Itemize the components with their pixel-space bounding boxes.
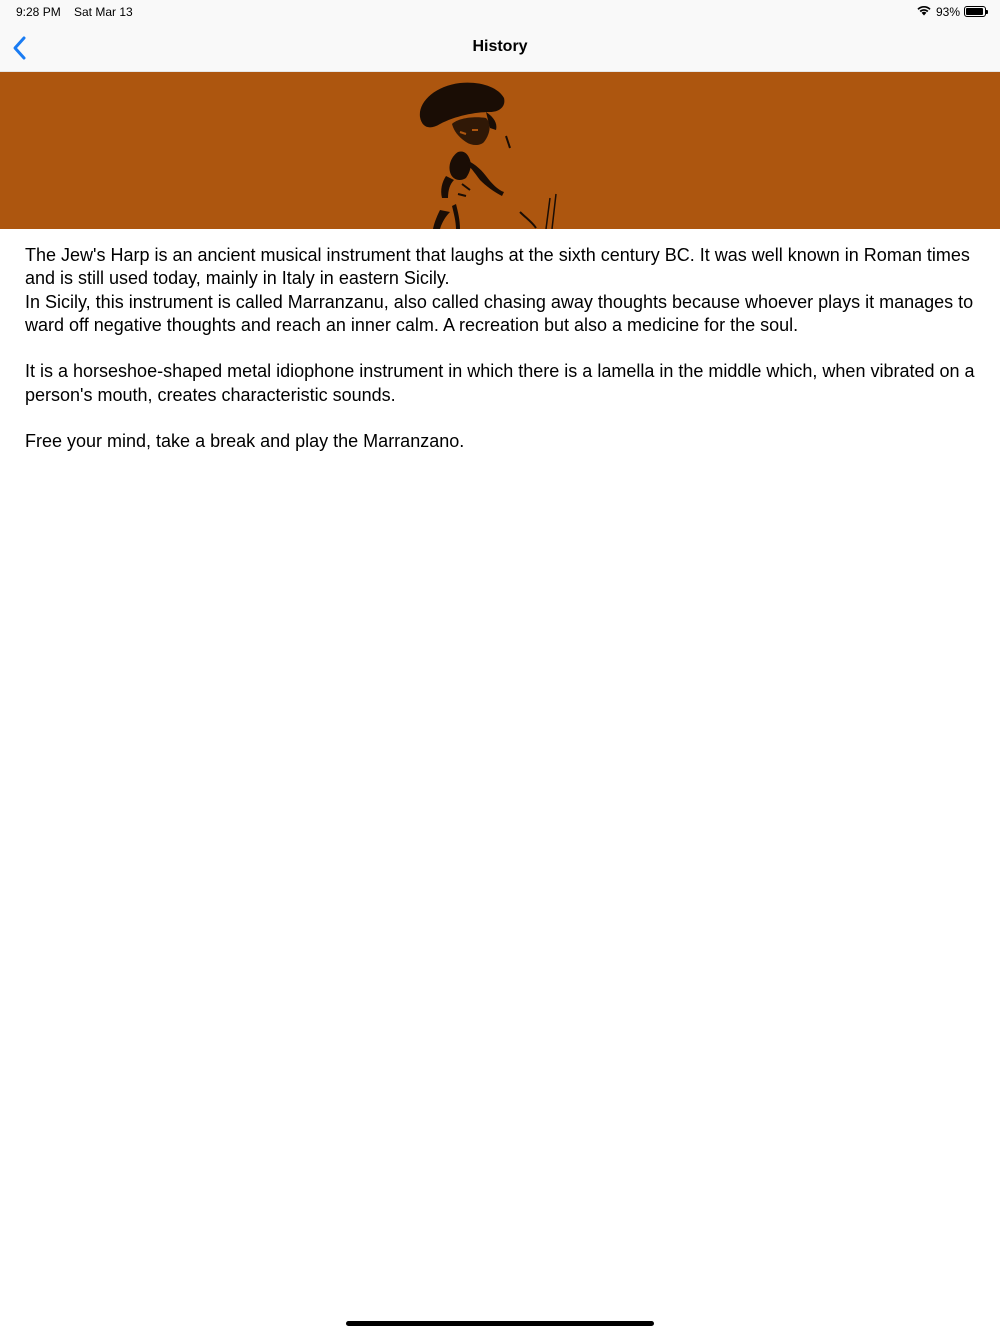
paragraph-3: Free your mind, take a break and play the Marranzano. — [25, 431, 465, 452]
page-title: History — [472, 38, 528, 55]
wifi-icon — [916, 4, 932, 19]
paragraph-spacer — [25, 337, 975, 360]
status-time: 9:28 PM — [16, 5, 61, 19]
man-playing-jews-harp-illustration — [400, 72, 570, 229]
battery-percent: 93% — [935, 4, 960, 19]
battery-icon — [964, 6, 986, 17]
status-bar — [0, 0, 1000, 24]
battery-level — [966, 8, 983, 15]
navigation-bar — [0, 24, 1000, 72]
status-date: Sat Mar 13 — [74, 5, 133, 19]
paragraph-1-line-1: The Jew's Harp is an ancient musical instrument that laughs at the sixth century BC. It was well known in Roman times and is still used today, mainly in Italy in eastern Sicily. — [25, 245, 970, 289]
paragraph-spacer — [25, 407, 975, 430]
status-indicators — [916, 4, 986, 19]
home-indicator[interactable] — [346, 1321, 654, 1326]
battery-cap — [986, 10, 988, 14]
paragraph-2: It is a horseshoe-shaped metal idiophone instrument in which there is a lamella in the middle which, when vibrated on a person's mouth, creates characteristic sounds. — [25, 361, 975, 405]
history-text — [25, 244, 975, 454]
header-banner — [0, 72, 1000, 229]
paragraph-1-line-2: In Sicily, this instrument is called Marranzanu, also called chasing away thoughts because whoever plays it manages to ward off negative thoughts and reach an inner calm. A recreation but also a medicine for the soul. — [25, 291, 974, 335]
